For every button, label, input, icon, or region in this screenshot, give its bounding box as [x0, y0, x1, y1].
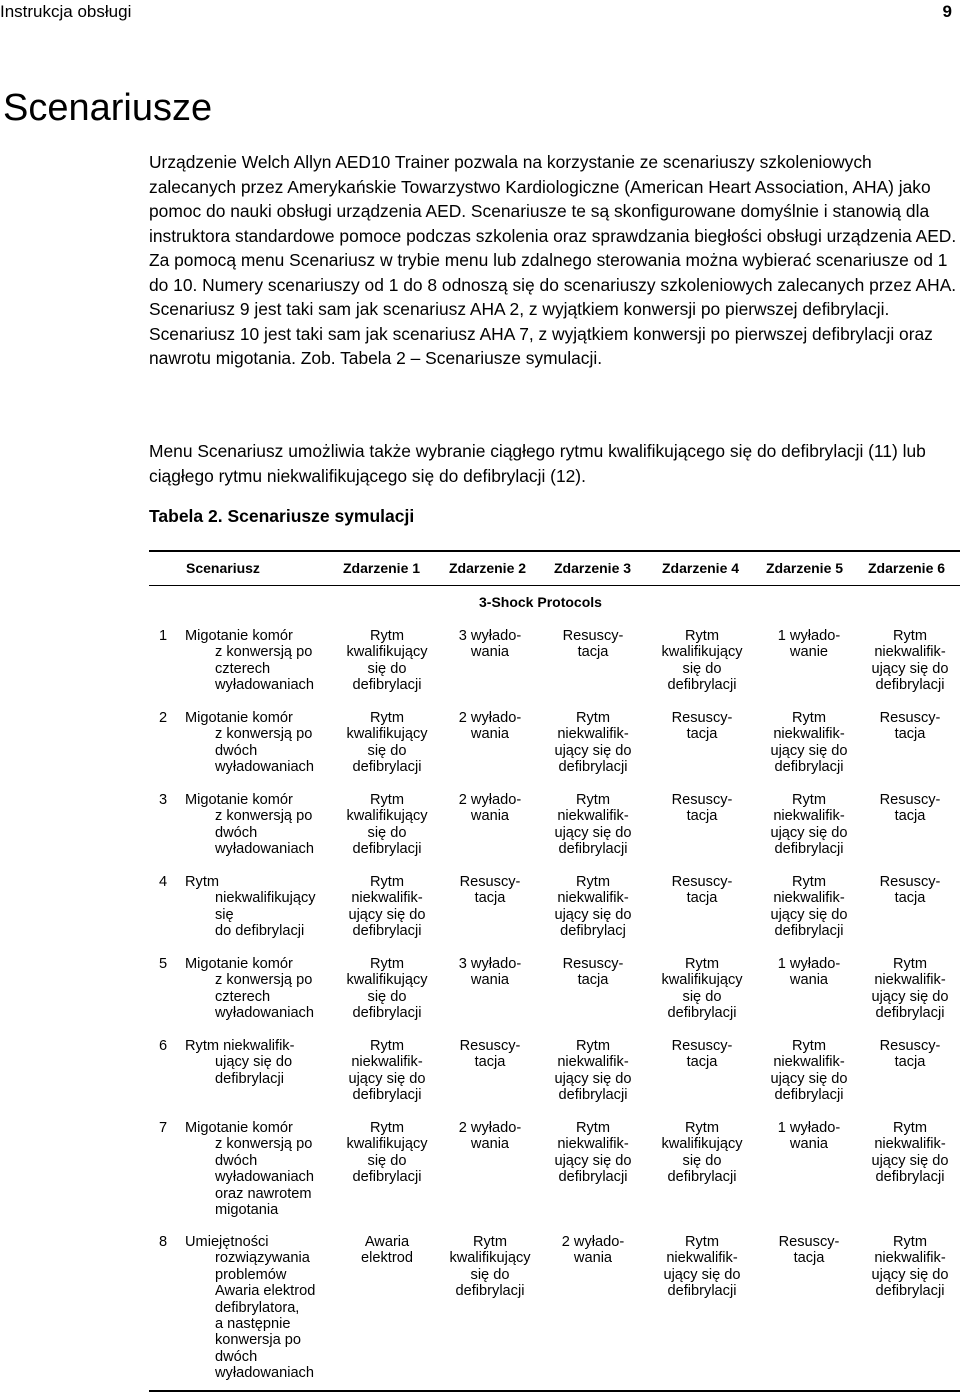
event-2-cell: 2 wyłado- wania — [458, 1120, 522, 1153]
event-6-cell: Rytm niekwalifik- ujący się do defibrylacji — [871, 628, 949, 694]
event-5-cell: Rytm niekwalifik- ujący się do defibrylacji — [770, 710, 848, 776]
scenario-description-first-line: Rytm — [185, 874, 220, 890]
scenario-description-first-line: Migotanie komór — [185, 628, 293, 644]
event-6-cell: Rytm niekwalifik- ujący się do defibrylacji — [871, 956, 949, 1022]
event-2-cell: 2 wyłado- wania — [458, 710, 522, 743]
event-1-cell: Rytm kwalifikujący się do defibrylacji — [346, 628, 428, 694]
event-1-cell: Rytm niekwalifik- ujący się do defibrylacji — [348, 1038, 426, 1104]
event-5-cell: Resuscy- tacja — [778, 1234, 840, 1267]
event-1-cell: Rytm kwalifikujący się do defibrylacji — [346, 792, 428, 858]
menu-paragraph: Menu Scenariusz umożliwia także wybranie ciągłego rytmu kwalifikującego się do defibrylacji (11) lub ciągłego rytmu niekwalifikującego się do defibrylacji (12). — [149, 441, 926, 486]
event-4-cell: Resuscy- tacja — [671, 1038, 733, 1071]
event-6-cell: Rytm niekwalifik- ujący się do defibrylacji — [871, 1120, 949, 1186]
scenario-description-continuation: ujący się do defibrylacji — [215, 1054, 293, 1087]
event-5-cell: 1 wyłado- wania — [777, 1120, 841, 1153]
table-caption: Tabela 2. Scenariusze symulacji — [149, 506, 415, 526]
scenario-description — [185, 1234, 337, 1382]
event-3-cell: Rytm niekwalifik- ujący się do defibrylacji — [554, 792, 632, 858]
event-3-cell: Rytm niekwalifik- ujący się do defibrylacji — [554, 710, 632, 776]
scenario-description — [185, 710, 337, 776]
event-6-cell: Resuscy- tacja — [879, 792, 941, 825]
scenario-description — [185, 956, 337, 1022]
scenario-number: 8 — [159, 1234, 168, 1250]
scenario-description-continuation: niekwalifikujący się do defibrylacji — [215, 890, 316, 940]
event-2-cell: 3 wyłado- wania — [458, 956, 522, 989]
scenario-description — [185, 628, 337, 694]
scenario-description-continuation: z konwersją po dwóch wyładowaniach — [215, 726, 314, 776]
event-3-cell: Rytm niekwalifik- ujący się do defibrylacj — [554, 874, 632, 940]
intro-paragraph: Urządzenie Welch Allyn AED10 Trainer pozwala na korzystanie ze scenariuszy szkoleniowych zalecanych przez Amerykańskie Towarzystwo Kardiologiczne (American Heart Association, AHA) jako pomoc do nauki obsługi urządzenia AED. Scenariusze te są skonfigurowane domyślnie i stanowią dla instruktora standardowe pomoce podczas szkolenia oraz sprawdzania biegłości obsługi urządzenia AED. Za pomocą menu Scenariusz w trybie menu lub zdalnego sterowania można wybierać scenariusze od 1 do 10. Numery scenariuszy od 1 do 8 odnoszą się do scenariuszy szkoleniowych zalecanych przez AHA. Scenariusz 9 jest taki sam jak scenariusz AHA 2, z wyjątkiem konwersji po pierwszej defibrylacji. Scenariusz 10 jest taki sam jak scenariusz AHA 7, z wyjątkiem konwersji po pierwszej defibrylacji oraz nawrotu migotania. Zob. Tabela 2 – Scenariusze symulacji. — [149, 152, 957, 368]
section-title: Scenariusze — [3, 87, 213, 129]
event-1-cell: Rytm kwalifikujący się do defibrylacji — [346, 956, 428, 1022]
event-6-cell: Resuscy- tacja — [879, 874, 941, 907]
scenario-number: 2 — [159, 710, 168, 726]
event-4-cell: Resuscy- tacja — [671, 710, 733, 743]
scenario-number: 4 — [159, 874, 168, 890]
event-1-cell: Rytm kwalifikujący się do defibrylacji — [346, 1120, 428, 1186]
event-4-cell: Rytm kwalifikujący się do defibrylacji — [661, 1120, 743, 1186]
event-6-cell: Rytm niekwalifik- ujący się do defibrylacji — [871, 1234, 949, 1300]
column-header-event-6: Zdarzenie 6 — [868, 560, 946, 576]
table-top-rule — [149, 550, 960, 552]
scenario-description-first-line: Migotanie komór — [185, 956, 293, 972]
scenario-description-first-line: Migotanie komór — [185, 792, 293, 808]
scenario-description-continuation: z konwersją po dwóch wyładowaniach — [215, 808, 314, 858]
event-6-cell: Resuscy- tacja — [879, 1038, 941, 1071]
scenario-number: 5 — [159, 956, 168, 972]
scenario-description — [185, 1038, 337, 1087]
event-4-cell: Rytm kwalifikujący się do defibrylacji — [661, 956, 743, 1022]
event-1-cell: Rytm niekwalifik- ujący się do defibrylacji — [348, 874, 426, 940]
event-3-cell: Resuscy- tacja — [562, 956, 624, 989]
scenario-description — [185, 792, 337, 858]
scenario-number: 6 — [159, 1038, 168, 1054]
scenario-description-continuation: rozwiązywania problemów Awaria elektrod defibrylatora, a następnie konwersja po dwóch wyładowaniach — [215, 1250, 316, 1382]
event-4-cell: Resuscy- tacja — [671, 792, 733, 825]
event-3-cell: Rytm niekwalifik- ujący się do defibrylacji — [554, 1120, 632, 1186]
page-header — [0, 0, 960, 24]
event-4-cell: Resuscy- tacja — [671, 874, 733, 907]
protocol-label: 3-Shock Protocols — [479, 594, 602, 610]
event-3-cell: Rytm niekwalifik- ujący się do defibrylacji — [554, 1038, 632, 1104]
event-3-cell: Resuscy- tacja — [562, 628, 624, 661]
event-5-cell: Rytm niekwalifik- ujący się do defibrylacji — [770, 1038, 848, 1104]
table-bottom-rule — [149, 1390, 960, 1392]
table-header-rule — [149, 585, 960, 586]
event-2-cell: Resuscy- tacja — [459, 1038, 521, 1071]
scenario-description-continuation: z konwersją po czterech wyładowaniach — [215, 644, 314, 694]
scenario-number: 1 — [159, 628, 168, 644]
event-6-cell: Resuscy- tacja — [879, 710, 941, 743]
column-header-event-5: Zdarzenie 5 — [766, 560, 844, 576]
event-5-cell: 1 wyłado- wania — [777, 956, 841, 989]
scenario-description-continuation: z konwersją po czterech wyładowaniach — [215, 972, 314, 1022]
scenario-description — [185, 1120, 337, 1218]
event-4-cell: Rytm kwalifikujący się do defibrylacji — [661, 628, 743, 694]
event-2-cell: 3 wyłado- wania — [458, 628, 522, 661]
event-4-cell: Rytm niekwalifik- ujący się do defibrylacji — [663, 1234, 741, 1300]
event-3-cell: 2 wyłado- wania — [561, 1234, 625, 1267]
event-1-cell: Rytm kwalifikujący się do defibrylacji — [346, 710, 428, 776]
event-2-cell: Rytm kwalifikujący się do defibrylacji — [449, 1234, 531, 1300]
event-2-cell: 2 wyłado- wania — [458, 792, 522, 825]
document-title: Instrukcja obsługi — [0, 2, 132, 21]
event-1-cell: Awaria elektrod — [361, 1234, 413, 1267]
scenario-description-first-line: Migotanie komór — [185, 1120, 293, 1136]
scenario-description-first-line: Umiejętności — [185, 1234, 269, 1250]
column-header-event-3: Zdarzenie 3 — [554, 560, 632, 576]
scenario-description-continuation: z konwersją po dwóch wyładowaniach oraz nawrotem migotania — [215, 1136, 314, 1219]
scenario-number: 7 — [159, 1120, 168, 1136]
scenario-description — [185, 874, 337, 940]
column-header-event-2: Zdarzenie 2 — [449, 560, 527, 576]
scenario-description-first-line: Migotanie komór — [185, 710, 293, 726]
column-header-event-4: Zdarzenie 4 — [662, 560, 740, 576]
column-header-event-1: Zdarzenie 1 — [343, 560, 421, 576]
scenario-number: 3 — [159, 792, 168, 808]
scenario-description-first-line: Rytm niekwalifik- — [185, 1038, 295, 1054]
column-header-scenario: Scenariusz — [186, 560, 260, 576]
event-5-cell: 1 wyłado- wanie — [777, 628, 841, 661]
page-number: 9 — [942, 2, 952, 21]
event-5-cell: Rytm niekwalifik- ujący się do defibrylacji — [770, 874, 848, 940]
event-5-cell: Rytm niekwalifik- ujący się do defibrylacji — [770, 792, 848, 858]
event-2-cell: Resuscy- tacja — [459, 874, 521, 907]
